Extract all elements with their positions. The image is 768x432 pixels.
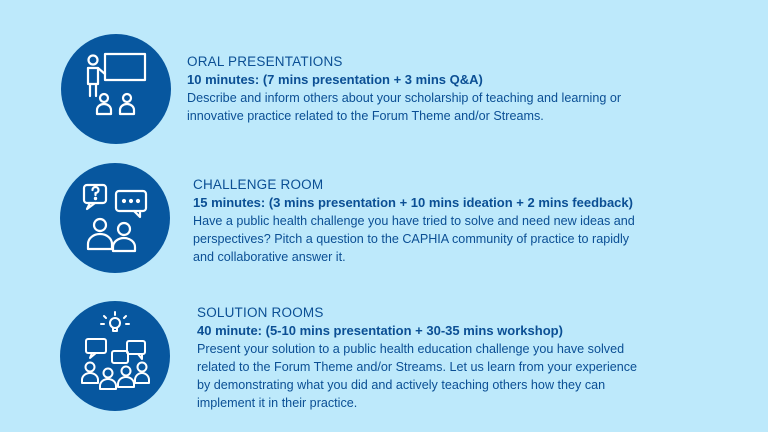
section-duration: 10 minutes: (7 mins presentation + 3 mins Q&A) xyxy=(187,72,483,87)
presenter-icon xyxy=(61,34,171,144)
idea-group-icon xyxy=(60,301,170,411)
discussion-icon xyxy=(60,163,170,273)
section-heading: ORAL PRESENTATIONS xyxy=(187,54,343,69)
section-description-line: and collaborative answer it. xyxy=(193,250,346,264)
challenge-room-icon-circle xyxy=(60,163,170,273)
section-description-line: Have a public health challenge you have tried to solve and need new ideas and xyxy=(193,214,635,228)
section-duration: 40 minute: (5-10 mins presentation + 30-35 mins workshop) xyxy=(197,323,563,338)
section-description-line: related to the Forum Theme and/or Streams. Let us learn from your experience xyxy=(197,360,638,374)
section-description-line: innovative practice related to the Forum Theme and/or Streams. xyxy=(187,109,544,123)
section-heading: CHALLENGE ROOM xyxy=(193,177,324,192)
challenge-room-section xyxy=(193,176,635,266)
oral-presentations-icon-circle xyxy=(61,34,171,144)
solution-rooms-icon-circle xyxy=(60,301,170,411)
section-description-line: by demonstrating what you did and actively teaching others how they can xyxy=(197,378,606,392)
section-description-line: perspectives? Pitch a question to the CAPHIA community of practice to rapidly xyxy=(193,232,630,246)
section-description-line: implement it in their practice. xyxy=(197,396,358,410)
oral-presentations-section xyxy=(187,53,621,125)
section-description-line: Present your solution to a public health education challenge you have solved xyxy=(197,342,625,356)
section-description-line: Describe and inform others about your scholarship of teaching and learning or xyxy=(187,91,622,105)
section-duration: 15 minutes: (3 mins presentation + 10 mins ideation + 2 mins feedback) xyxy=(193,195,633,210)
solution-rooms-section xyxy=(197,304,637,412)
section-heading: SOLUTION ROOMS xyxy=(197,305,324,320)
